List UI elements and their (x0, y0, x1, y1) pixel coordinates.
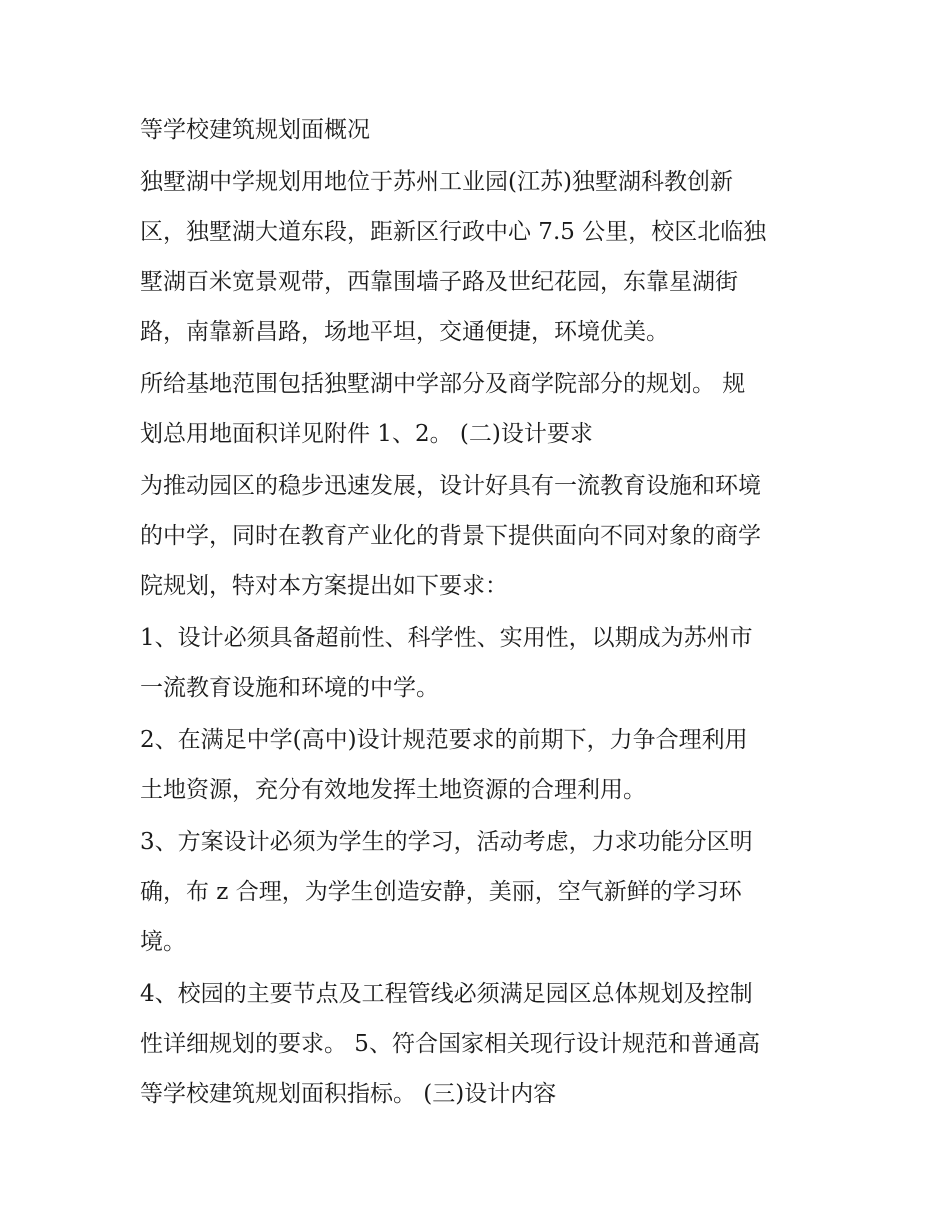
text-line: 1、设计必须具备超前性、科学性、实用性，以期成为苏州市 (140, 625, 753, 651)
text-line: 院规划，特对本方案提出如下要求： (140, 573, 508, 599)
text-line: 确，布 z 合理，为学生创造安静，美丽，空气新鲜的学习环 (140, 879, 742, 905)
text-line: 划总用地面积详见附件 1、2。 (二)设计要求 (140, 421, 593, 447)
text-line: 的中学，同时在教育产业化的背景下提供面向不同对象的商学 (140, 523, 761, 549)
text-line: 性详细规划的要求。 5、符合国家相关现行设计规范和普通高 (140, 1031, 760, 1057)
text-line: 等学校建筑规划面积指标。 (三)设计内容 (140, 1081, 557, 1107)
text-line: 2、在满足中学(高中)设计规范要求的前期下，力争合理利用 (140, 727, 748, 753)
text-line: 土地资源，充分有效地发挥土地资源的合理利用。 (140, 777, 646, 803)
text-line: 3、方案设计必须为学生的学习，活动考虑，力求功能分区明 (140, 829, 753, 855)
text-line: 4、校园的主要节点及工程管线必须满足园区总体规划及控制 (140, 981, 753, 1007)
text-line: 等学校建筑规划面概况 (140, 117, 370, 143)
text-line: 墅湖百米宽景观带，西靠围墙子路及世纪花园，东靠星湖街 (140, 269, 738, 295)
text-line: 为推动园区的稳步迅速发展，设计好具有一流教育设施和环境 (140, 473, 761, 499)
text-line: 路，南靠新昌路，场地平坦，交通便捷，环境优美。 (140, 319, 669, 345)
text-line: 所给基地范围包括独墅湖中学部分及商学院部分的规划。 规 (140, 371, 746, 397)
text-line: 独墅湖中学规划用地位于苏州工业园(江苏)独墅湖科教创新 (140, 169, 733, 195)
text-line: 境。 (140, 929, 186, 955)
text-line: 区，独墅湖大道东段，距新区行政中心 7.5 公里，校区北临独 (140, 219, 767, 245)
text-line: 一流教育设施和环境的中学。 (140, 675, 439, 701)
